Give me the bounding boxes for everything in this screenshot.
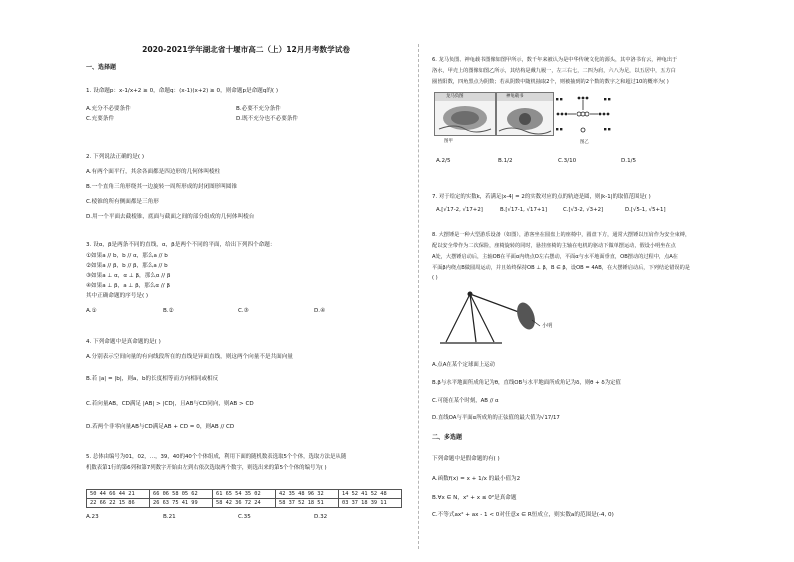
q1-option-a: A.充分不必要条件 <box>86 106 131 112</box>
ride-disc <box>514 300 539 332</box>
pendulum-ride-figure <box>440 290 553 346</box>
q3-prop-1: ①如果a // b，b // α，那么a // b <box>86 253 168 259</box>
q5-option-c: C.35 <box>238 514 251 520</box>
table-row <box>87 490 402 499</box>
q5-stem-line-1: 5. 总体由编号为01，02，…，39，40的40个个体组成，利用下面的随机数表选取5个个体，选取方法是从随 <box>86 454 347 460</box>
q1-option-b: B.必要不充分条件 <box>236 106 281 112</box>
q8-line-2: 配以安全带作为二次保险，座椅旋转的同时，悬挂座椅的主轴在电机的驱动下做单摆运动，假设小明坐在点 <box>432 243 676 249</box>
q6-option-b: B.1/2 <box>498 158 513 164</box>
table-cell: 50 44 66 44 21 <box>87 490 150 499</box>
q3-ask: 其中正确命题的序号是( ) <box>86 293 149 299</box>
q1-option-d: D.既不充分也不必要条件 <box>236 116 299 122</box>
q5-option-b: B.21 <box>163 514 176 520</box>
q3-prop-2: ②如果a // β，b // β，那么a // b <box>86 263 168 269</box>
shengui-illustration <box>497 93 553 135</box>
q7-option-c: C.[√3-2, √3+2] <box>563 207 604 213</box>
q8-option-c: C.可能在某个时刻，AB // α <box>432 398 499 404</box>
section-single-choice: 一、选择题 <box>86 64 117 71</box>
q8-line-3: A处，大摆锤启动后，主轴OB在平面α内绕点O左右摆动，平面α与水平地面垂直，OB摆动的过程中，点A在 <box>432 254 678 260</box>
section-multi-choice: 二、多选题 <box>432 434 463 441</box>
table-cell: 58 37 52 18 51 <box>276 499 339 508</box>
q8-line-5: ( ) <box>432 275 438 281</box>
q8-option-b: B.β与水平地面所成角记为θ，直线OB与水平地面所成角记为δ，则θ + δ为定值 <box>432 380 621 386</box>
shengui-label: 神龟载书 <box>506 94 524 99</box>
q9-option-b: B.∀x ∈ N，x² + x ≤ 0²是真命题 <box>432 495 517 501</box>
q2-line-a: A.有两个面平行，其余各面都是四边形的几何体叫棱柱 <box>86 169 221 175</box>
q3-option-a: A.① <box>86 308 97 314</box>
q3-prop-4: ④如果a ⊥ β，a ⊥ β，那么α // β <box>86 283 171 289</box>
table-row <box>87 499 402 508</box>
q4-line-b: B.若 |a| = |b|，则a，b的长度相等而方向相同或相反 <box>86 376 219 382</box>
q1-option-c: C.充要条件 <box>86 116 115 122</box>
table-cell: 58 42 36 72 24 <box>213 499 276 508</box>
q7-option-a: A.[√17-2, √17+2] <box>436 207 483 213</box>
shengui-figure <box>496 92 554 136</box>
table-cell: 66 06 58 05 62 <box>150 490 213 499</box>
q8-option-a: A.点A在某个定球面上运动 <box>432 362 495 368</box>
table-cell: 22 66 22 15 86 <box>87 499 150 508</box>
q6-option-a: A.2/5 <box>436 158 451 164</box>
q3-stem: 3. 设α，β是两条不同的直线，α，β是两个不同的平面，给出下列四个命题： <box>86 242 276 248</box>
xiaoming-label: 小明 <box>542 323 553 329</box>
figure-jia-caption: 图甲 <box>444 139 453 144</box>
column-divider <box>418 44 419 549</box>
q6-stem-line-2: 洛水，甲壳上的图像如图乙所示，其结构是戴九履一，左三右七，二四为肩，六八为足，以五居中，五方白 <box>432 68 676 74</box>
q7-option-b: B.[√17-1, √17+1] <box>500 207 547 213</box>
q2-stem: 2. 下列说法正确的是( ) <box>86 154 145 160</box>
q3-option-b: B.② <box>163 308 174 314</box>
q4-line-c: C.若向量AB，CD满足 |AB| > |CD|，且AB与CD同向，则AB > CD <box>86 401 254 407</box>
q6-stem-line-1: 6. 龙马负图、神龟载书图像如图甲所示，数千年来被认为是中华传统文化的源头，其中洛书有云，神龟出于 <box>432 57 678 63</box>
q3-option-d: D.④ <box>314 308 326 314</box>
q1-stem: 1. 设命题p：x-1/x+2 ≥ 0，命题q：(x-1)(x+2) ≥ 0，则命题p是命题q的( ) <box>86 88 279 94</box>
exam-title: 2020-2021学年湖北省十堰市高二（上）12月月考数学试卷 <box>142 45 350 54</box>
q3-prop-3: ③如果a ⊥ α，α ⊥ β，那么α // β <box>86 273 171 279</box>
q2-line-d: D.用一个平面去截棱锥，底面与截面之间的部分组成的几何体叫棱台 <box>86 214 255 220</box>
q9-stem: 下列命题中是假命题的有( ) <box>432 456 500 462</box>
table-cell: 03 37 18 39 11 <box>339 499 402 508</box>
q4-line-d: D.若两个非零向量AB与CD满足AB + CD = 0，则AB // CD <box>86 424 235 430</box>
q4-stem: 4. 下列命题中是真命题的是( ) <box>86 339 161 345</box>
q7-option-d: D.[√5-1, √5+1] <box>625 207 666 213</box>
q6-option-c: C.3/10 <box>558 158 577 164</box>
q8-line-4: 平面β内绕点B做圆周运动，并且始终保持OB ⊥ β，B ∈ β，设OB = 4AB，在大摆锤启动后，下列结论错误的是 <box>432 265 690 271</box>
q6-option-d: D.1/5 <box>621 158 637 164</box>
q9-option-c: C.不等式ax² + ax - 1 < 0对任意x ∈ R恒成立，则实数a的范围是(-4, 0) <box>432 512 614 518</box>
q5-stem-line-2: 机数表第1行的第6列和第7列数字开始由左到右依次选取两个数字，则选出来的第5个个体的编号为( ) <box>86 465 327 471</box>
table-cell: 26 63 75 41 99 <box>150 499 213 508</box>
q9-option-a: A.函数f(x) = x + 1/x 的最小值为2 <box>432 476 521 482</box>
q8-option-d: D.直线OA与平面α所成角的正弦值的最大值为√17/17 <box>432 415 560 421</box>
table-cell: 61 65 54 35 02 <box>213 490 276 499</box>
q4-line-a: A.分别表示空间向量的有向线段所在的直线是异面直线，则这两个向量不是共面向量 <box>86 354 293 360</box>
q2-line-c: C.棱锥的所有侧面都是三角形 <box>86 199 159 205</box>
figure-yi-caption: 图乙 <box>580 140 589 145</box>
q5-option-a: A.23 <box>86 514 99 520</box>
q3-option-c: C.③ <box>238 308 249 314</box>
random-number-table <box>86 489 402 508</box>
luoshu-diagram <box>548 92 618 138</box>
q6-stem-line-3: 圈皆阳数，四角黑点为阴数；若从阴数中随机抽取2个，则被抽到的2个数的数字之和超过10的概率为( ) <box>432 79 669 85</box>
q5-option-d: D.32 <box>314 514 328 520</box>
table-cell: 42 35 48 96 32 <box>276 490 339 499</box>
longma-figure <box>434 92 496 136</box>
q8-line-1: 8. 大摆锤是一种大型游乐设备（如图），游客坐在圆盘上的座椅中，圆盘下方，通常大摆锤以压肩作为安全束缚， <box>432 232 691 238</box>
longma-illustration <box>435 93 495 135</box>
longma-label: 龙马负图 <box>446 94 464 99</box>
table-cell: 14 52 41 52 48 <box>339 490 402 499</box>
q2-line-b: B.一个直角三角形绕其一边旋转一周所形成的封闭图形叫圆锥 <box>86 184 238 190</box>
q7-stem: 7. 对于给定的实数k，若满足|x-4| = 2的实数对应的点的轨迹是圆，则|k-1|的取值范围是( ) <box>432 194 651 200</box>
